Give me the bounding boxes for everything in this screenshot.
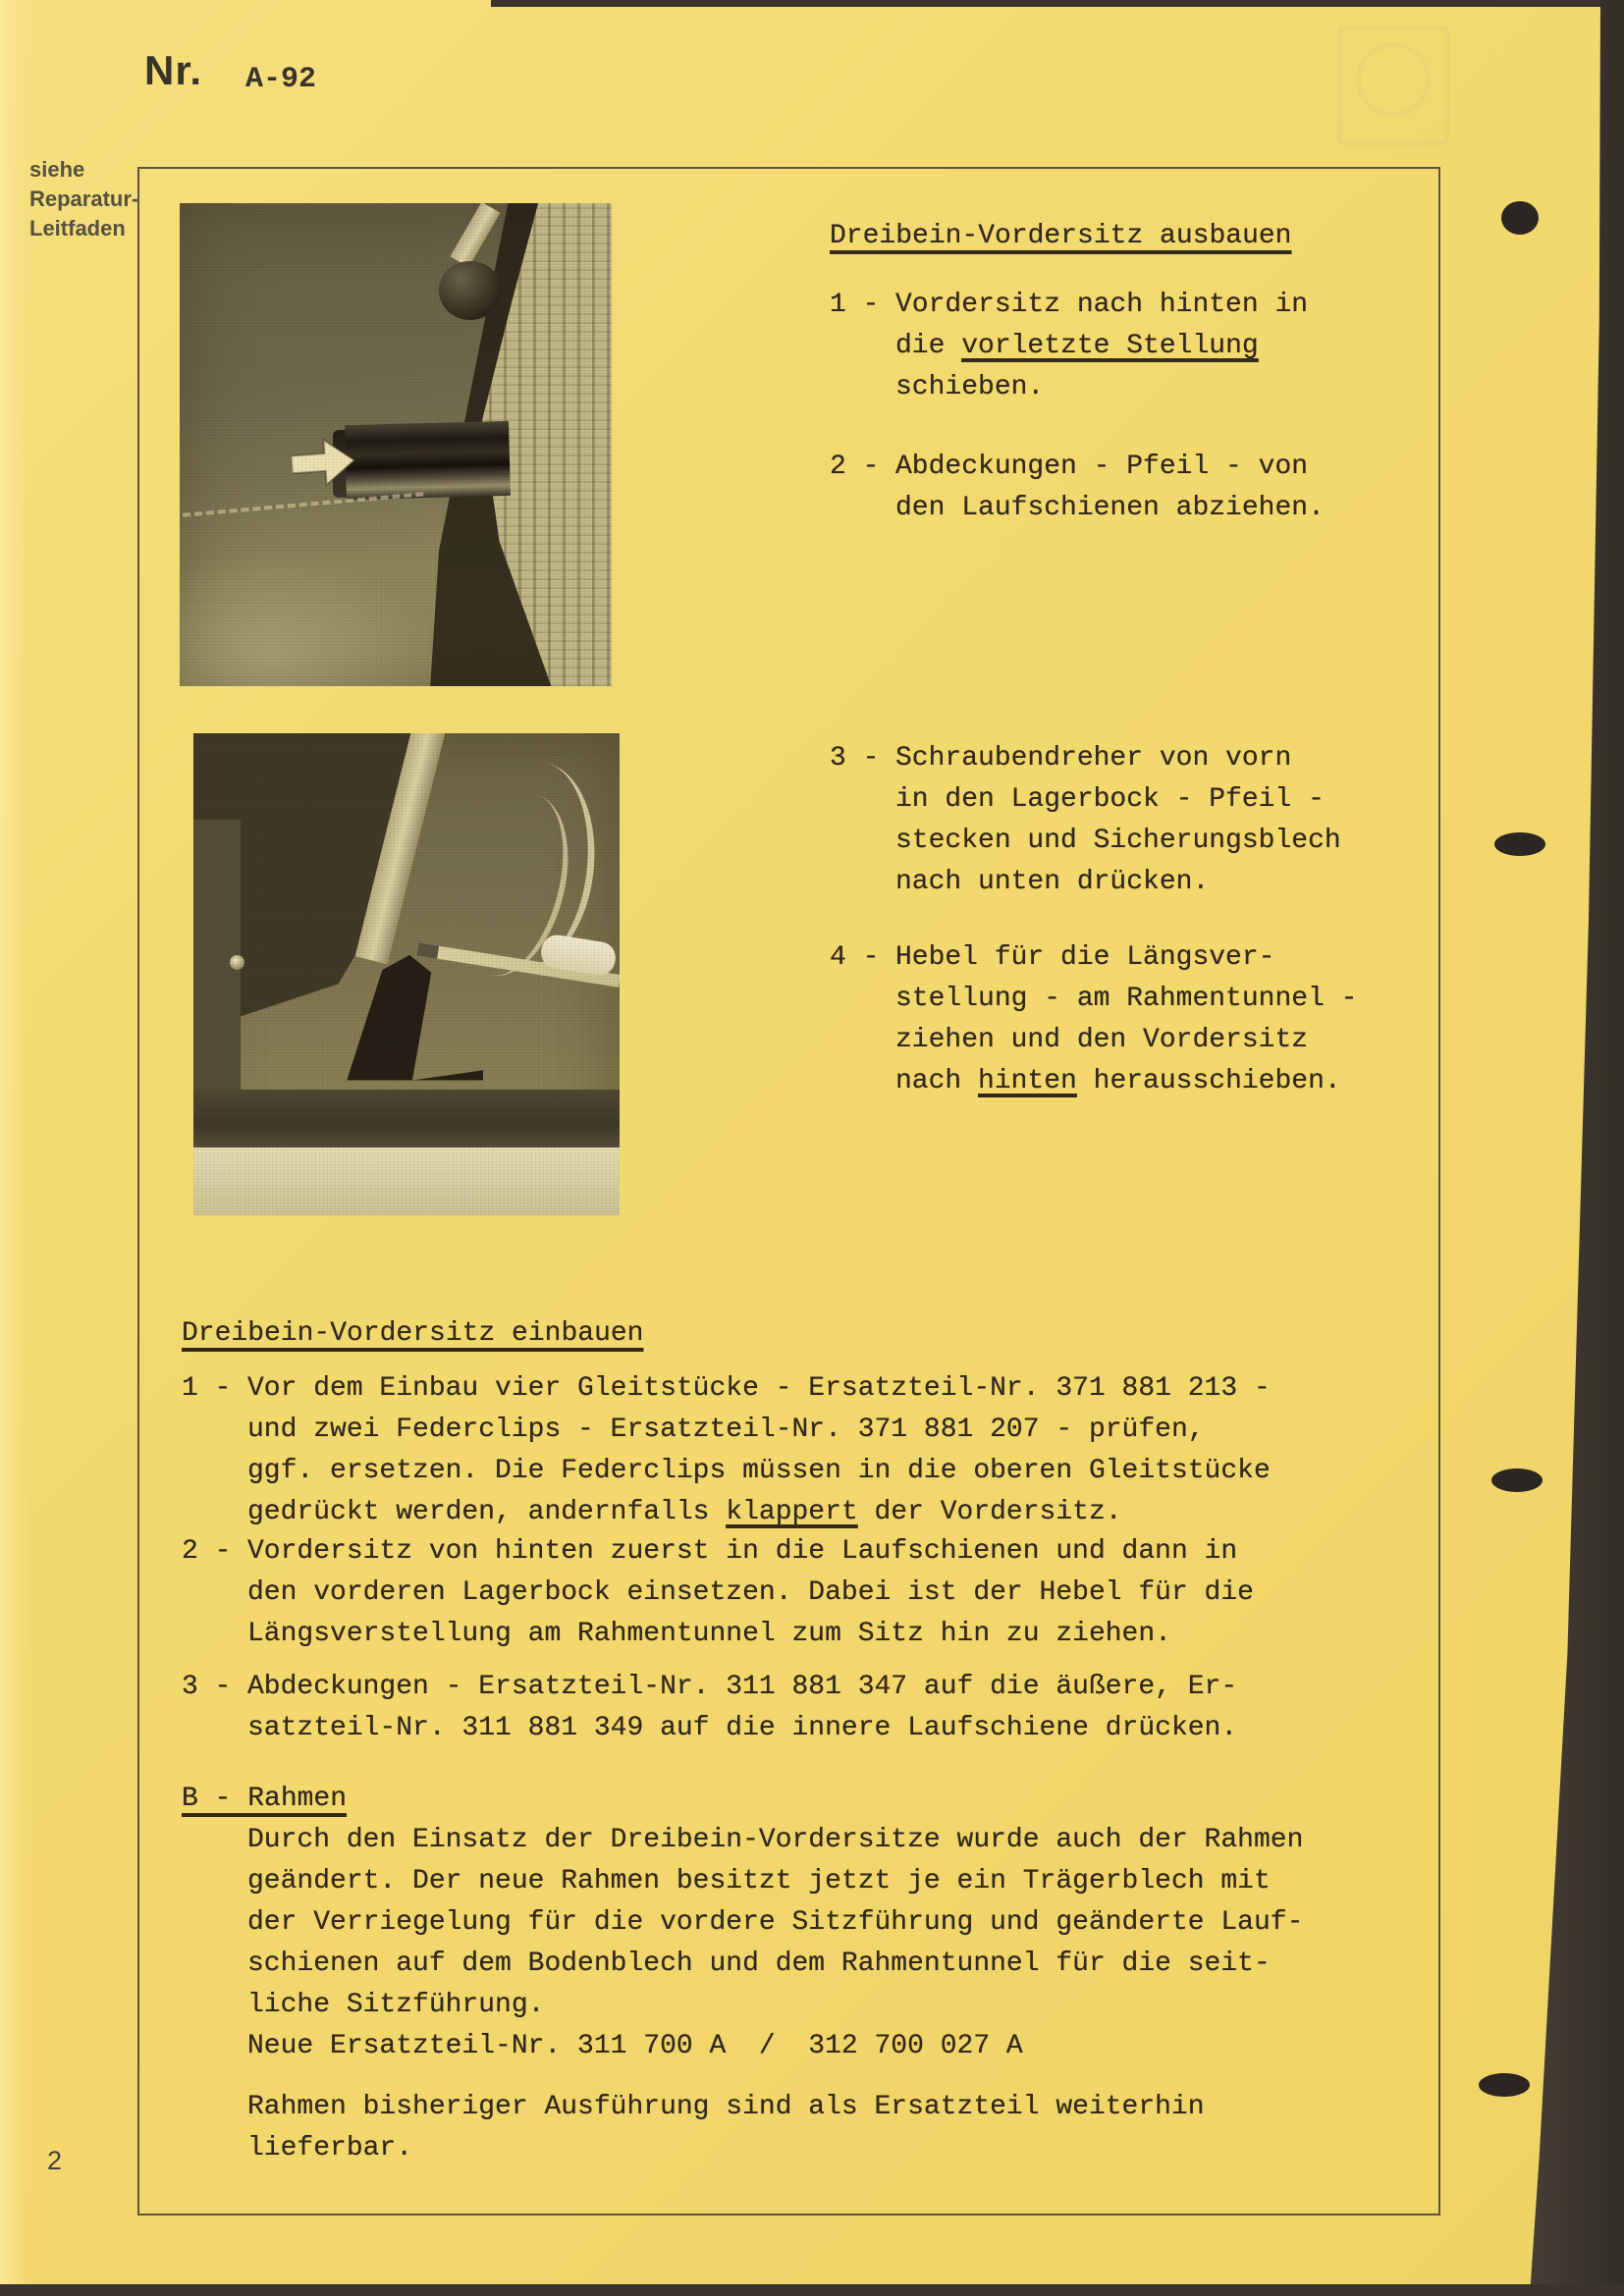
scan-edge-right (1506, 0, 1624, 2296)
margin-note (29, 155, 138, 243)
text-line: Neue Ersatzteil-Nr. 311 700 A / 312 700 027 A (247, 2031, 1023, 2061)
photo1-floor-highlight (180, 551, 439, 686)
text-line: Vordersitz nach hinten in (895, 290, 1309, 320)
remove-heading: Dreibein-Vordersitz ausbauen (830, 221, 1292, 251)
text-line: der Verriegelung für die vordere Sitzführung und geänderte Lauf- (247, 1907, 1304, 1938)
text-line: Durch den Einsatz der Dreibein-Vordersitze wurde auch der Rahmen (247, 1825, 1304, 1855)
margin-note-line: Leitfaden (29, 216, 126, 240)
text-line: Vordersitz von hinten zuerst in die Laufschienen und dann in (247, 1536, 1238, 1567)
text-line: stellung - am Rahmentunnel - (895, 984, 1358, 1014)
binder-hole-1 (1501, 201, 1539, 235)
frame-body (247, 1820, 1303, 2067)
photo-seat-rail-cover (180, 203, 612, 686)
frame-heading: B - Rahmen (182, 1784, 348, 1814)
text-line: lieferbar. (247, 2133, 413, 2163)
install-heading: Dreibein-Vordersitz einbauen (182, 1318, 644, 1349)
text-line: gedrückt werden, andernfalls klappert der Vordersitz. (247, 1497, 1122, 1527)
vw-logo-ghost-circle (1356, 42, 1431, 117)
text-line: geändert. Der neue Rahmen besitzt jetzt je ein Trägerblech mit (247, 1866, 1271, 1896)
text-line: satzteil-Nr. 311 881 349 auf die innere Laufschiene drücken. (247, 1713, 1238, 1743)
item-marker: 1 - (182, 1373, 248, 1404)
remove-item-1 (830, 285, 1308, 408)
frame-note (247, 2087, 1205, 2169)
text-line: Längsverstellung am Rahmentunnel zum Sitz hin zu ziehen. (247, 1619, 1171, 1649)
text-line: liche Sitzführung. (247, 1990, 545, 2020)
text-line: schieben. (895, 372, 1045, 402)
remove-item-3 (830, 738, 1341, 903)
item-marker: 3 - (182, 1672, 248, 1702)
photo2-lagerbock-bracket (347, 955, 483, 1081)
photo1-pivot-knob (439, 261, 502, 320)
text-line: die vorletzte Stellung (895, 331, 1259, 361)
text-line: Schraubendreher von vorn (895, 743, 1292, 774)
text-line: den vorderen Lagerbock einsetzen. Dabei ist der Hebel für die (247, 1577, 1254, 1608)
photo2-screw-head (230, 955, 244, 970)
scan-edge-top (491, 0, 1624, 7)
item-marker: 2 - (830, 452, 896, 482)
page-number: 2 (47, 2146, 63, 2175)
item-marker: 2 - (182, 1536, 248, 1567)
item-marker: 1 - (830, 290, 896, 320)
scan-edge-bottom (0, 2284, 1624, 2296)
text-line: den Laufschienen abziehen. (895, 493, 1325, 523)
margin-note-line: Reparatur- (29, 187, 139, 211)
text-line: Abdeckungen - Ersatzteil-Nr. 311 881 347 auf die äußere, Er- (247, 1672, 1238, 1702)
text-line: Rahmen bisheriger Ausführung sind als Ersatzteil weiterhin (247, 2092, 1205, 2122)
paper-left-highlight (0, 0, 27, 2296)
remove-item-2 (830, 447, 1325, 529)
margin-note-line: siehe (29, 157, 85, 182)
text-line: Abdeckungen - Pfeil - von (895, 452, 1309, 482)
text-line: ggf. ersetzen. Die Federclips müssen in die oberen Gleitstücke (247, 1456, 1271, 1486)
text-line: Hebel für die Längsver- (895, 942, 1275, 973)
photo1-seat-stalk (451, 203, 501, 267)
remove-item-4 (830, 937, 1357, 1102)
install-item-2 (182, 1531, 1254, 1655)
doc-number: A-92 (245, 63, 317, 96)
binder-hole-2 (1494, 832, 1545, 856)
doc-number-label: Nr. (144, 47, 203, 93)
text-line: und zwei Federclips - Ersatzteil-Nr. 371 881 207 - prüfen, (247, 1415, 1205, 1445)
text-line: nach hinten herausschieben. (895, 1066, 1341, 1096)
text-line: ziehen und den Vordersitz (895, 1025, 1309, 1055)
photo1-carpet-seam (183, 492, 426, 546)
photo1-seat-rail (345, 421, 511, 501)
binder-hole-3 (1491, 1468, 1543, 1492)
photo2-dark-band (193, 1090, 620, 1148)
text-line: nach unten drücken. (895, 867, 1210, 897)
item-marker: 4 - (830, 942, 896, 973)
text-line: in den Lagerbock - Pfeil - (895, 784, 1325, 815)
install-item-1 (182, 1368, 1271, 1533)
text-line: stecken und Sicherungsblech (895, 826, 1341, 856)
text-line: schienen auf dem Bodenblech und dem Rahmentunnel für die seit- (247, 1949, 1271, 1979)
photo-lagerbock-screwdriver (193, 733, 620, 1215)
photo2-sill (193, 1148, 620, 1215)
item-marker: 3 - (830, 743, 896, 774)
vw-logo-ghost (1337, 26, 1449, 145)
install-item-3 (182, 1667, 1237, 1749)
text-line: Vor dem Einbau vier Gleitstücke - Ersatzteil-Nr. 371 881 213 - (247, 1373, 1271, 1404)
binder-hole-4 (1479, 2073, 1530, 2097)
arrow-icon (291, 435, 358, 488)
